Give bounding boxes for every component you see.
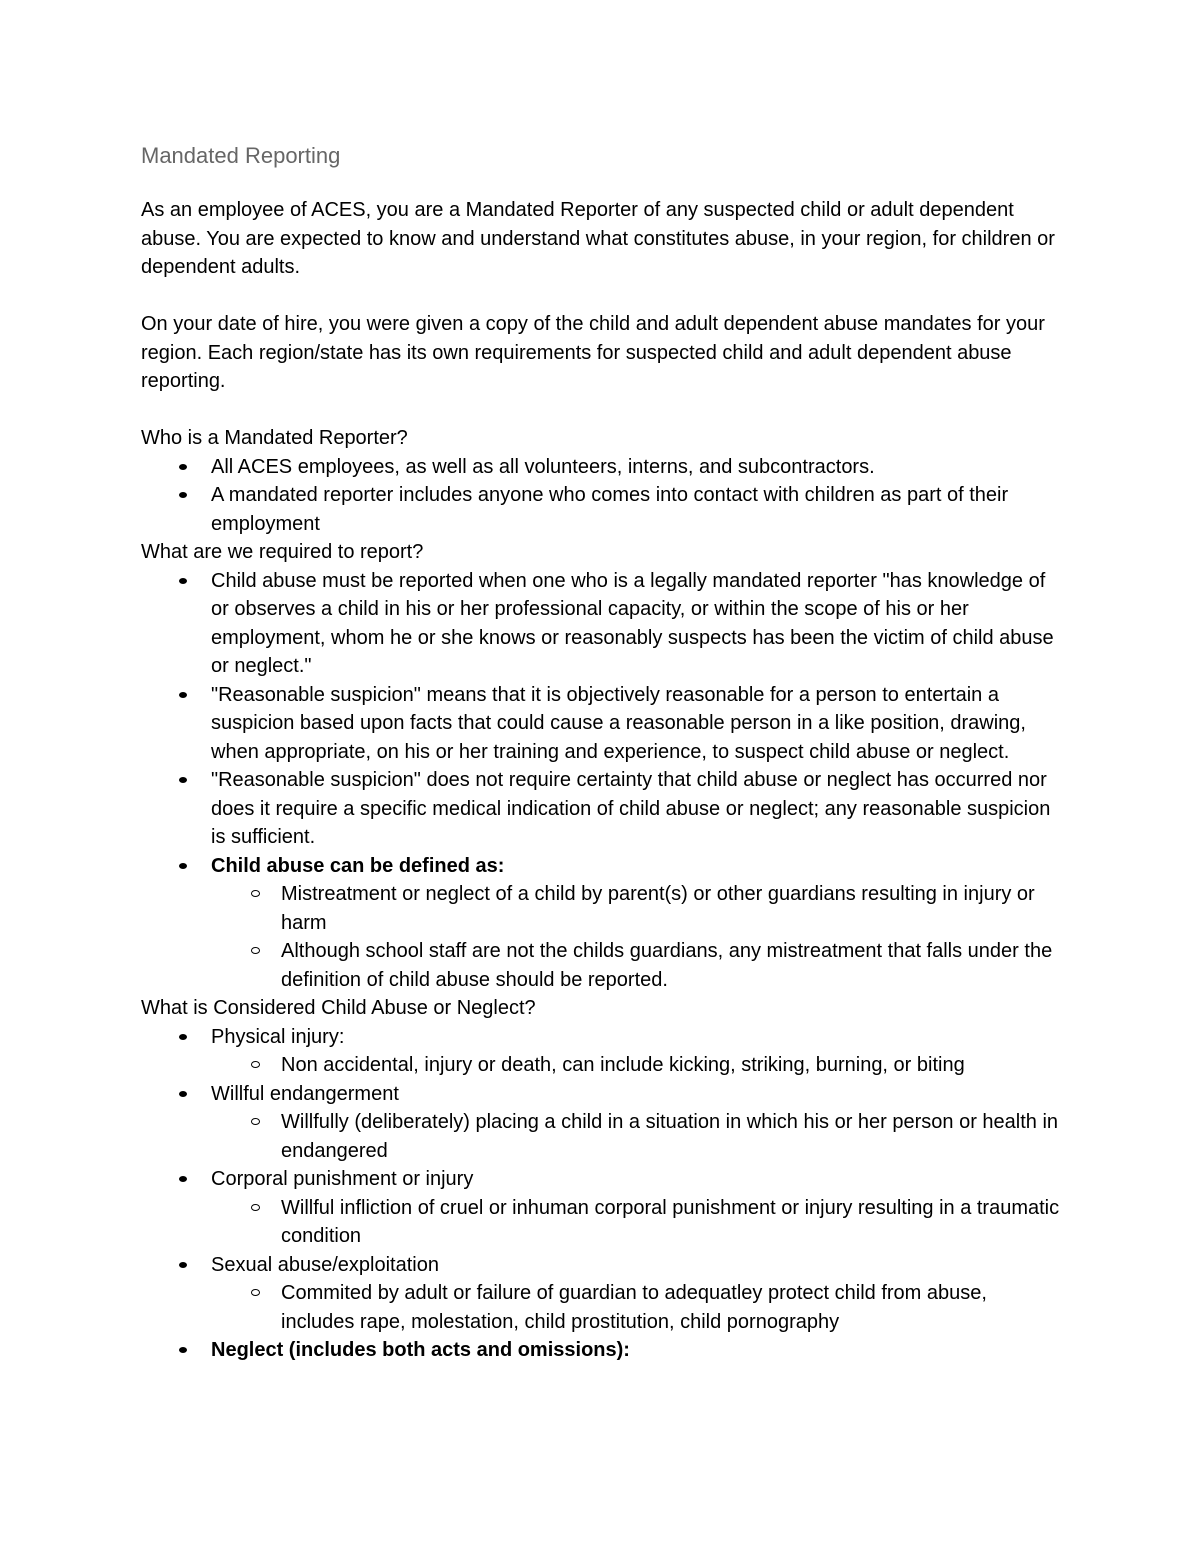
list-item-text: "Reasonable suspicion" means that it is objectively reasonable for a person to entertain a suspicion based upon facts that could cause a reasonable person in a like position, drawing, when appropriate, on his or her training and experience, to suspect child abuse or neglect. xyxy=(211,683,1026,763)
list-item xyxy=(141,1165,1061,1251)
filled-bullet-icon xyxy=(179,1034,187,1040)
bullet-list xyxy=(141,567,1061,995)
sub-list-item-text: Although school staff are not the childs guardians, any mistreatment that falls under the definition of child abuse should be reported. xyxy=(281,940,1053,991)
sub-list-item-text: Willfully (deliberately) placing a child in a situation in which his or her person or health in endangered xyxy=(281,1111,1059,1162)
section-heading: What is Considered Child Abuse or Neglect? xyxy=(141,997,536,1019)
filled-bullet-icon xyxy=(179,777,187,783)
document-sections xyxy=(141,424,1061,1365)
list-item-text: Child abuse can be defined as: xyxy=(211,854,505,877)
filled-bullet-icon xyxy=(179,1347,187,1353)
sub-list-item-text: Commited by adult or failure of guardian to adequatley protect child from abuse, includes rape, molestation, child prostitution, child pornography xyxy=(281,1282,987,1333)
intro-paragraph-2: On your date of hire, you were given a copy of the child and adult dependent abuse mandates for your region. Each region/state has its own requirements for suspected child and adult dependent abuse reporting. xyxy=(141,313,1045,392)
hollow-bullet-icon xyxy=(251,1204,260,1211)
sub-list-item xyxy=(211,937,1061,994)
list-item xyxy=(141,481,1061,538)
sub-list-item-text: Non accidental, injury or death, can include kicking, striking, burning, or biting xyxy=(281,1054,965,1076)
filled-bullet-icon xyxy=(179,692,187,698)
list-item-text: Corporal punishment or injury xyxy=(211,1168,474,1190)
filled-bullet-icon xyxy=(179,492,187,498)
filled-bullet-icon xyxy=(179,464,187,470)
list-item xyxy=(141,453,1061,482)
sub-list-item xyxy=(211,880,1061,937)
hollow-bullet-icon xyxy=(251,1289,260,1296)
list-item xyxy=(141,1023,1061,1080)
sub-bullet-list xyxy=(211,880,1061,994)
list-item xyxy=(141,1080,1061,1166)
list-item-text: Willful endangerment xyxy=(211,1082,399,1105)
hollow-bullet-icon xyxy=(251,1061,260,1068)
sub-list-item-text: Mistreatment or neglect of a child by parent(s) or other guardians resulting in injury or harm xyxy=(281,883,1035,934)
list-item-text: All ACES employees, as well as all volunteers, interns, and subcontractors. xyxy=(211,455,875,478)
list-item xyxy=(141,567,1061,681)
section-heading: What are we required to report? xyxy=(141,541,424,563)
sub-bullet-list xyxy=(211,1194,1061,1251)
list-item xyxy=(141,1251,1061,1337)
hollow-bullet-icon xyxy=(251,890,260,897)
sub-bullet-list xyxy=(211,1279,1061,1336)
section-heading: Who is a Mandated Reporter? xyxy=(141,427,408,449)
list-item-text: Child abuse must be reported when one who is a legally mandated reporter "has knowledge of or observes a child in his or her professional capacity, or within the scope of his or her employment, whom he or she knows or reasonably suspects has been the victim of child abuse or neglect." xyxy=(211,569,1054,677)
list-item-text: Neglect (includes both acts and omissions): xyxy=(211,1339,630,1361)
list-item xyxy=(141,1336,1061,1365)
sub-bullet-list xyxy=(211,1108,1061,1165)
list-item-text: A mandated reporter includes anyone who comes into contact with children as part of their employment xyxy=(211,484,1009,535)
list-item-text: "Reasonable suspicion" does not require certainty that child abuse or neglect has occurred nor does it require a specific medical indication of child abuse or neglect; any reasonable suspicion is sufficient. xyxy=(211,769,1051,848)
filled-bullet-icon xyxy=(179,578,187,584)
filled-bullet-icon xyxy=(179,1176,187,1182)
list-item xyxy=(141,681,1061,767)
filled-bullet-icon xyxy=(179,1262,187,1268)
list-item-text: Physical injury: xyxy=(211,1025,345,1048)
list-item-text: Sexual abuse/exploitation xyxy=(211,1253,439,1276)
list-item xyxy=(141,852,1061,995)
sub-bullet-list xyxy=(211,1051,1061,1080)
sub-list-item xyxy=(211,1108,1061,1165)
filled-bullet-icon xyxy=(179,1091,187,1097)
sub-list-item xyxy=(211,1051,1061,1080)
hollow-bullet-icon xyxy=(251,1118,260,1125)
page-title: Mandated Reporting xyxy=(141,143,341,168)
sub-list-item xyxy=(211,1279,1061,1336)
sub-list-item xyxy=(211,1194,1061,1251)
bullet-list xyxy=(141,1023,1061,1365)
sub-list-item-text: Willful infliction of cruel or inhuman corporal punishment or injury resulting in a traumatic condition xyxy=(281,1196,1060,1247)
document-page xyxy=(141,140,1061,1365)
intro-paragraph-1: As an employee of ACES, you are a Mandated Reporter of any suspected child or adult dependent abuse. You are expected to know and understand what constitutes abuse, in your region, for children or dependent adults. xyxy=(141,199,1055,278)
list-item xyxy=(141,766,1061,852)
filled-bullet-icon xyxy=(179,863,187,869)
hollow-bullet-icon xyxy=(251,947,260,954)
bullet-list xyxy=(141,453,1061,539)
